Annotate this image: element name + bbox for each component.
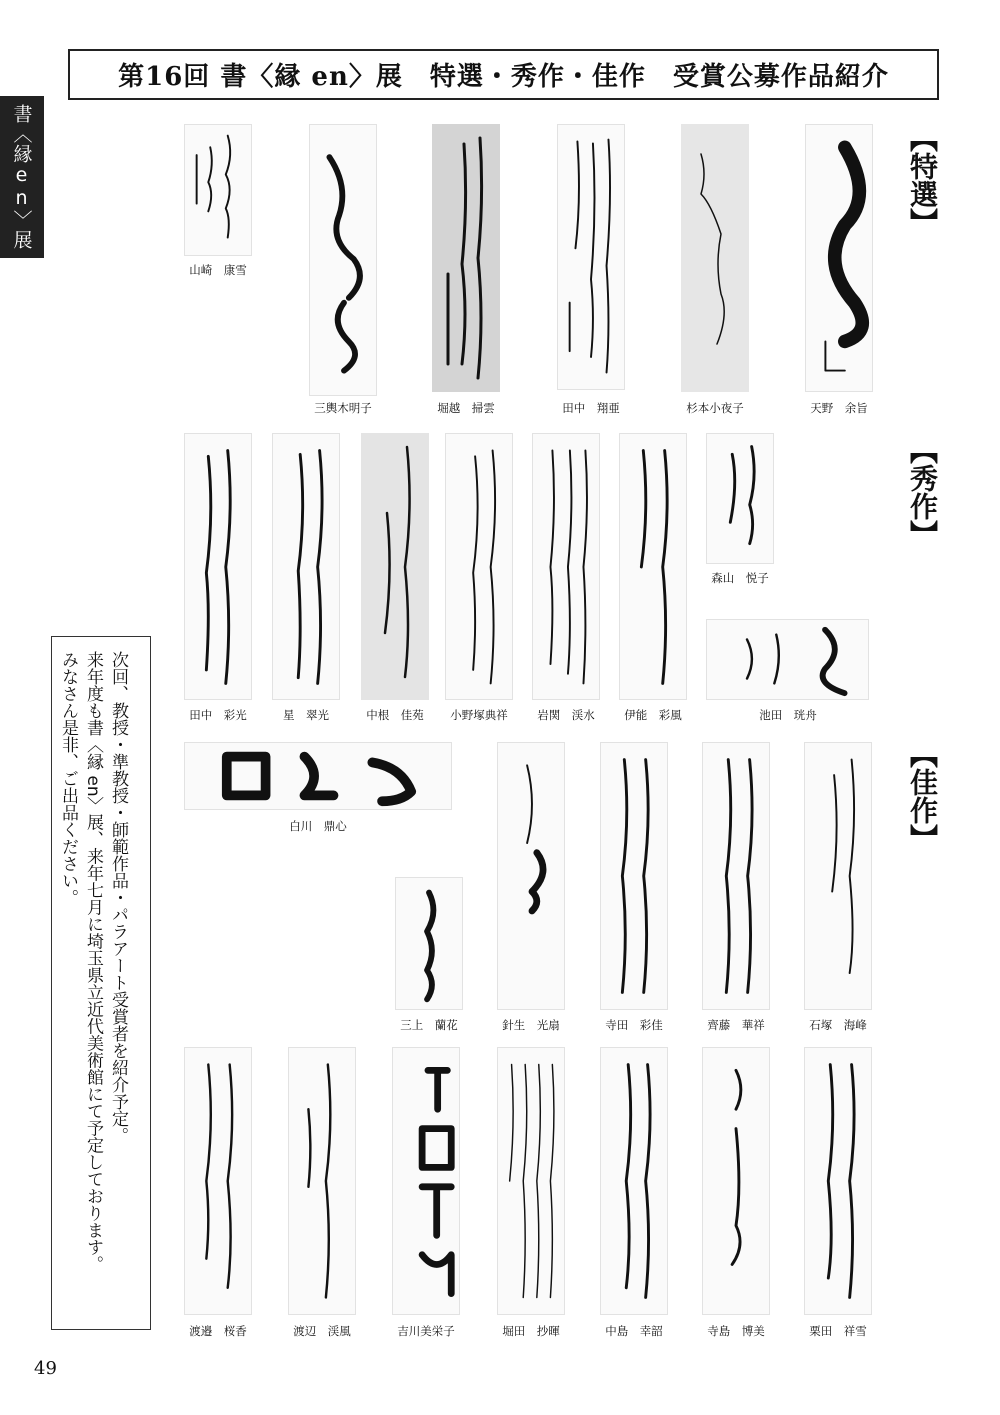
artwork-ikeda — [706, 619, 869, 700]
artist-name: 寺島 博美 — [707, 1324, 765, 1338]
artwork-yoshikawa — [392, 1047, 460, 1315]
artist-name: 池田 珖舟 — [759, 708, 817, 722]
artwork-horita — [497, 1047, 565, 1315]
artist-name: 小野塚典祥 — [450, 708, 508, 722]
artist-name: 渡邉 桜香 — [189, 1324, 247, 1338]
artist-name: 田中 彩光 — [189, 708, 247, 722]
artist-name: 星 翠光 — [283, 708, 329, 722]
artwork-kurita — [804, 1047, 872, 1315]
artist-name: 天野 余旨 — [810, 401, 868, 415]
artwork-tanaka-shoa — [557, 124, 625, 390]
artist-name: 伊能 彩風 — [624, 708, 682, 722]
artist-name: 山崎 康雪 — [189, 263, 247, 277]
artwork-shirakawa — [184, 742, 452, 810]
artwork-mikogi — [309, 124, 377, 396]
artist-name: 三輿木明子 — [314, 401, 372, 415]
artist-name: 堀田 抄暉 — [502, 1324, 560, 1338]
artwork-iwaseki — [532, 433, 600, 700]
artwork-nakane — [361, 433, 429, 700]
artwork-hariu — [497, 742, 565, 1010]
notice-text: 次回、教授・準教授・師範作品・パラアート受賞者を紹介予定。 来年度も書〈縁 en〉展、来年七月に埼玉県立近代美術館にて予定しております。 みなさん是非、ご出品ください。 — [58, 651, 128, 1273]
artist-name: 白川 鼎心 — [289, 819, 347, 833]
side-tab: 書〈縁en〉展 — [0, 96, 44, 258]
notice-box — [51, 636, 151, 1330]
section-label-tokusen: 【特選】 — [906, 124, 939, 236]
artwork-nakajima — [600, 1047, 668, 1315]
artist-name: 堀越 掃雲 — [437, 401, 495, 415]
artist-name: 田中 翔亜 — [562, 401, 620, 415]
artwork-watanabe-keifu — [288, 1047, 356, 1315]
artwork-onozuka — [445, 433, 513, 700]
artwork-tanaka-ayamitsu — [184, 433, 252, 700]
artwork-terada — [600, 742, 668, 1010]
artist-name: 針生 光扇 — [502, 1018, 560, 1032]
artist-name: 中根 佳苑 — [366, 708, 424, 722]
artist-name: 石塚 海峰 — [809, 1018, 867, 1032]
artist-name: 齊藤 華祥 — [707, 1018, 765, 1032]
artwork-watanabe-ouka — [184, 1047, 252, 1315]
page-number: 49 — [34, 1358, 57, 1379]
artwork-amano — [805, 124, 873, 392]
artwork-hoshi — [272, 433, 340, 700]
artwork-mikami — [395, 877, 463, 1010]
artwork-ishizuka — [804, 742, 872, 1010]
artist-name: 中島 幸韶 — [605, 1324, 663, 1338]
artwork-terashima — [702, 1047, 770, 1315]
page-title: 第16回 書〈縁 en〉展 特選・秀作・佳作 受賞公募作品紹介 — [68, 49, 939, 100]
artwork-ino — [619, 433, 687, 700]
section-label-kasaku: 【佳作】 — [906, 740, 939, 852]
artwork-sugimoto — [681, 124, 749, 392]
artist-name: 渡辺 渓風 — [293, 1324, 351, 1338]
artwork-saito — [702, 742, 770, 1010]
artist-name: 寺田 彩佳 — [605, 1018, 663, 1032]
artist-name: 栗田 祥雪 — [809, 1324, 867, 1338]
artist-name: 吉川美栄子 — [397, 1324, 455, 1338]
artist-name: 森山 悦子 — [711, 571, 769, 585]
artist-name: 杉本小夜子 — [686, 401, 744, 415]
artist-name: 岩関 渓水 — [537, 708, 595, 722]
section-label-shusaku: 【秀作】 — [906, 436, 939, 548]
artwork-horikoshi — [432, 124, 500, 392]
artwork-moriyama — [706, 433, 774, 564]
artwork-yamazaki — [184, 124, 252, 256]
artist-name: 三上 蘭花 — [400, 1018, 458, 1032]
